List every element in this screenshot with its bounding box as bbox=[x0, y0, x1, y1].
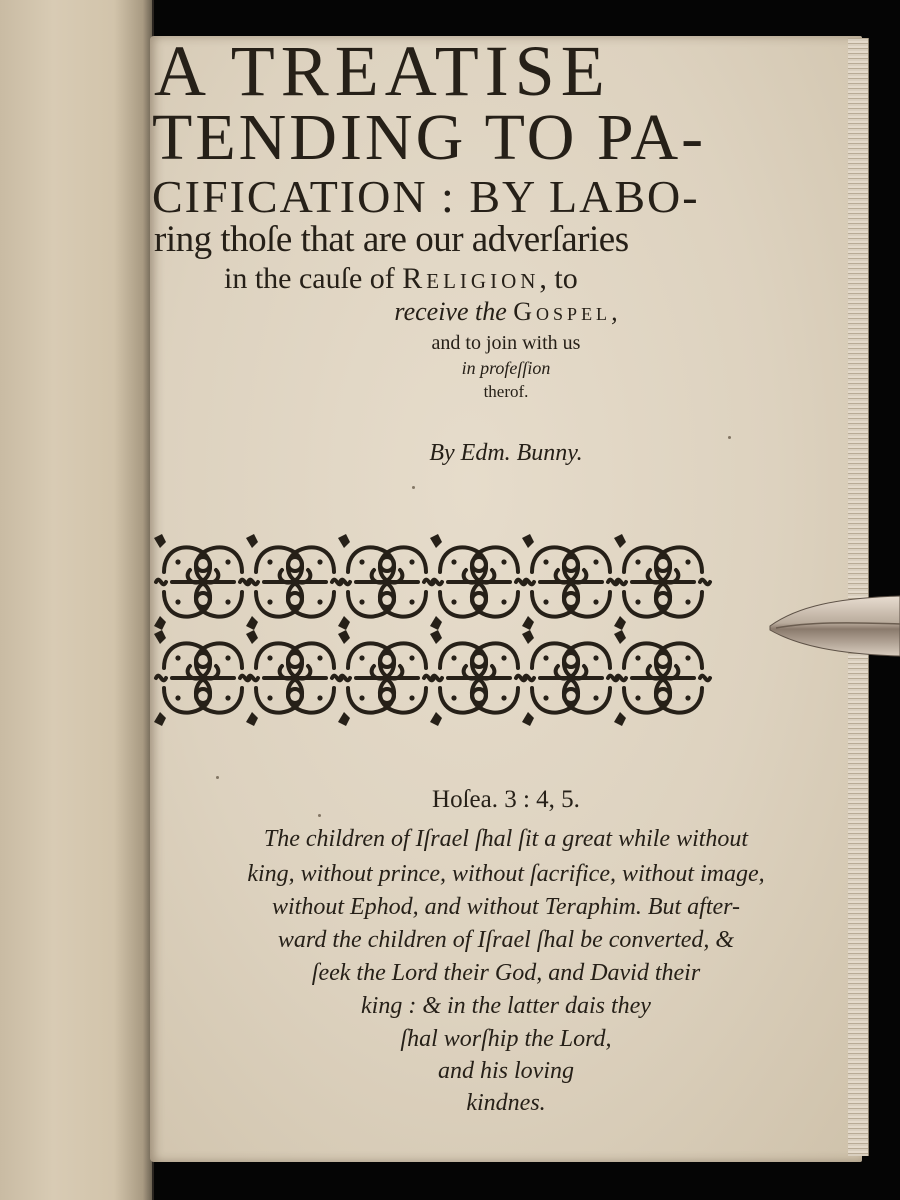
scripture-line: king, without prince, without ſacrifice, without image, bbox=[247, 861, 765, 887]
printer-ornament-band bbox=[152, 534, 714, 726]
title-line-6-post: , bbox=[611, 297, 618, 326]
scripture-line: ſeek the Lord their God, and David their bbox=[311, 960, 701, 986]
paper-speck bbox=[412, 486, 415, 489]
scripture-line: ſhal worſhip the Lord, bbox=[400, 1026, 612, 1052]
title-line-8: in profeſſion bbox=[461, 358, 551, 378]
title-line-6-pre: receive the bbox=[394, 297, 514, 326]
title-word-religion: Religion bbox=[402, 262, 540, 295]
metal-bookmark-clip bbox=[768, 592, 900, 664]
title-line-7: and to join with us bbox=[431, 332, 581, 354]
title-line-9: therof. bbox=[483, 382, 529, 401]
title-line-3: CIFICATION : BY LABO- bbox=[152, 171, 700, 222]
title-line-5 bbox=[150, 262, 900, 296]
paper-speck bbox=[728, 436, 731, 439]
title-word-gospel: Gospel bbox=[513, 297, 612, 326]
title-line-5-post: , to bbox=[539, 262, 578, 295]
scripture-line: kindnes. bbox=[466, 1090, 546, 1116]
title-line-6 bbox=[150, 297, 862, 327]
scripture-line: The children of Iſrael ſhal ſit a great while without bbox=[263, 826, 749, 852]
paper-speck bbox=[318, 814, 321, 817]
scripture-line: and his loving bbox=[438, 1058, 574, 1084]
title-line-5-pre: in the cauſe of bbox=[224, 262, 403, 295]
author-line: By Edm. Bunny. bbox=[429, 440, 583, 466]
paper-speck bbox=[216, 776, 219, 779]
scripture-reference: Hoſea. 3 : 4, 5. bbox=[432, 786, 580, 813]
title-line-2: TENDING TO PA- bbox=[152, 101, 707, 174]
scripture-line: ward the children of Iſrael ſhal be converted, & bbox=[277, 927, 735, 953]
title-line-1: A TREATISE bbox=[154, 31, 611, 111]
left-blank-page bbox=[0, 0, 154, 1200]
scripture-line: without Ephod, and without Teraphim. But after- bbox=[272, 894, 740, 920]
scripture-line: king : & in the latter dais they bbox=[361, 993, 651, 1019]
title-line-4: ring thoſe that are our adverſaries bbox=[154, 219, 629, 260]
